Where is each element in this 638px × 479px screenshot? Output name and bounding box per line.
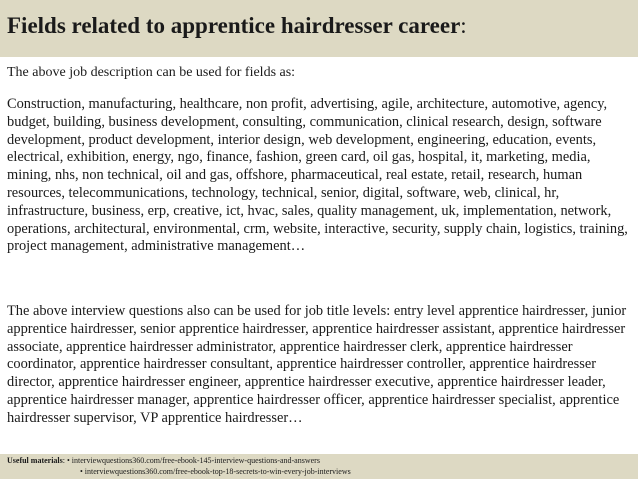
slide-title-colon: :: [460, 13, 467, 38]
slide-title-text: Fields related to apprentice hairdresser career: [7, 13, 461, 38]
intro-text: The above job description can be used for fields as:: [7, 65, 296, 80]
footer-link-ebook-145[interactable]: • interviewquestions360.com/free-ebook-145-interview-questions-and-answers: [67, 456, 320, 465]
job-levels-paragraph: The above interview questions also can be used for job title levels: entry level apprentice hairdresser, junior apprentice hairdresser, senior apprentice hairdresser, apprentice hairdresser assistant, apprentice hairdresser associate, apprentice hairdresser administrator, apprentice hairdresser clerk, apprentice hairdresser coordinator, apprentice hairdresser consultant, apprentice hairdresser controller, apprentice hairdresser director, apprentice hairdresser engineer, apprentice hairdresser executive, apprentice hairdresser leader, apprentice hairdresser manager, apprentice hairdresser officer, apprentice hairdresser specialist, apprentice hairdresser supervisor, VP apprentice hairdresser…: [7, 303, 627, 426]
footer-link-ebook-top-18[interactable]: • interviewquestions360.com/free-ebook-top-18-secrets-to-win-every-job-interviews: [80, 467, 351, 476]
footer-useful-materials: [7, 455, 351, 477]
fields-paragraph: Construction, manufacturing, healthcare, non profit, advertising, agile, architecture, automotive, agency, budget, building, business development, consulting, communication, clinical research, design, software development, product development, interior design, web development, engineering, education, events, electrical, exhibition, energy, ngo, finance, fashion, green card, oil gas, hospital, it, marketing, media, mining, nhs, non technical, oil and gas, offshore, pharmaceutical, real estate, retail, research, human resources, telecommunications, technology, technical, senior, digital, software, web, clinical, hr, infrastructure, business, erp, creative, ict, hvac, sales, quality management, uk, implementation, network, operations, architectural, environmental, crm, website, interactive, security, supply chain, logistics, training, project management, administrative management…: [7, 96, 628, 255]
footer-line-1: [7, 455, 351, 466]
footer-label: Useful materials: [7, 456, 63, 465]
footer-line-2: [7, 466, 351, 477]
slide-title: [7, 11, 467, 41]
footer-separator: :: [62, 456, 67, 465]
